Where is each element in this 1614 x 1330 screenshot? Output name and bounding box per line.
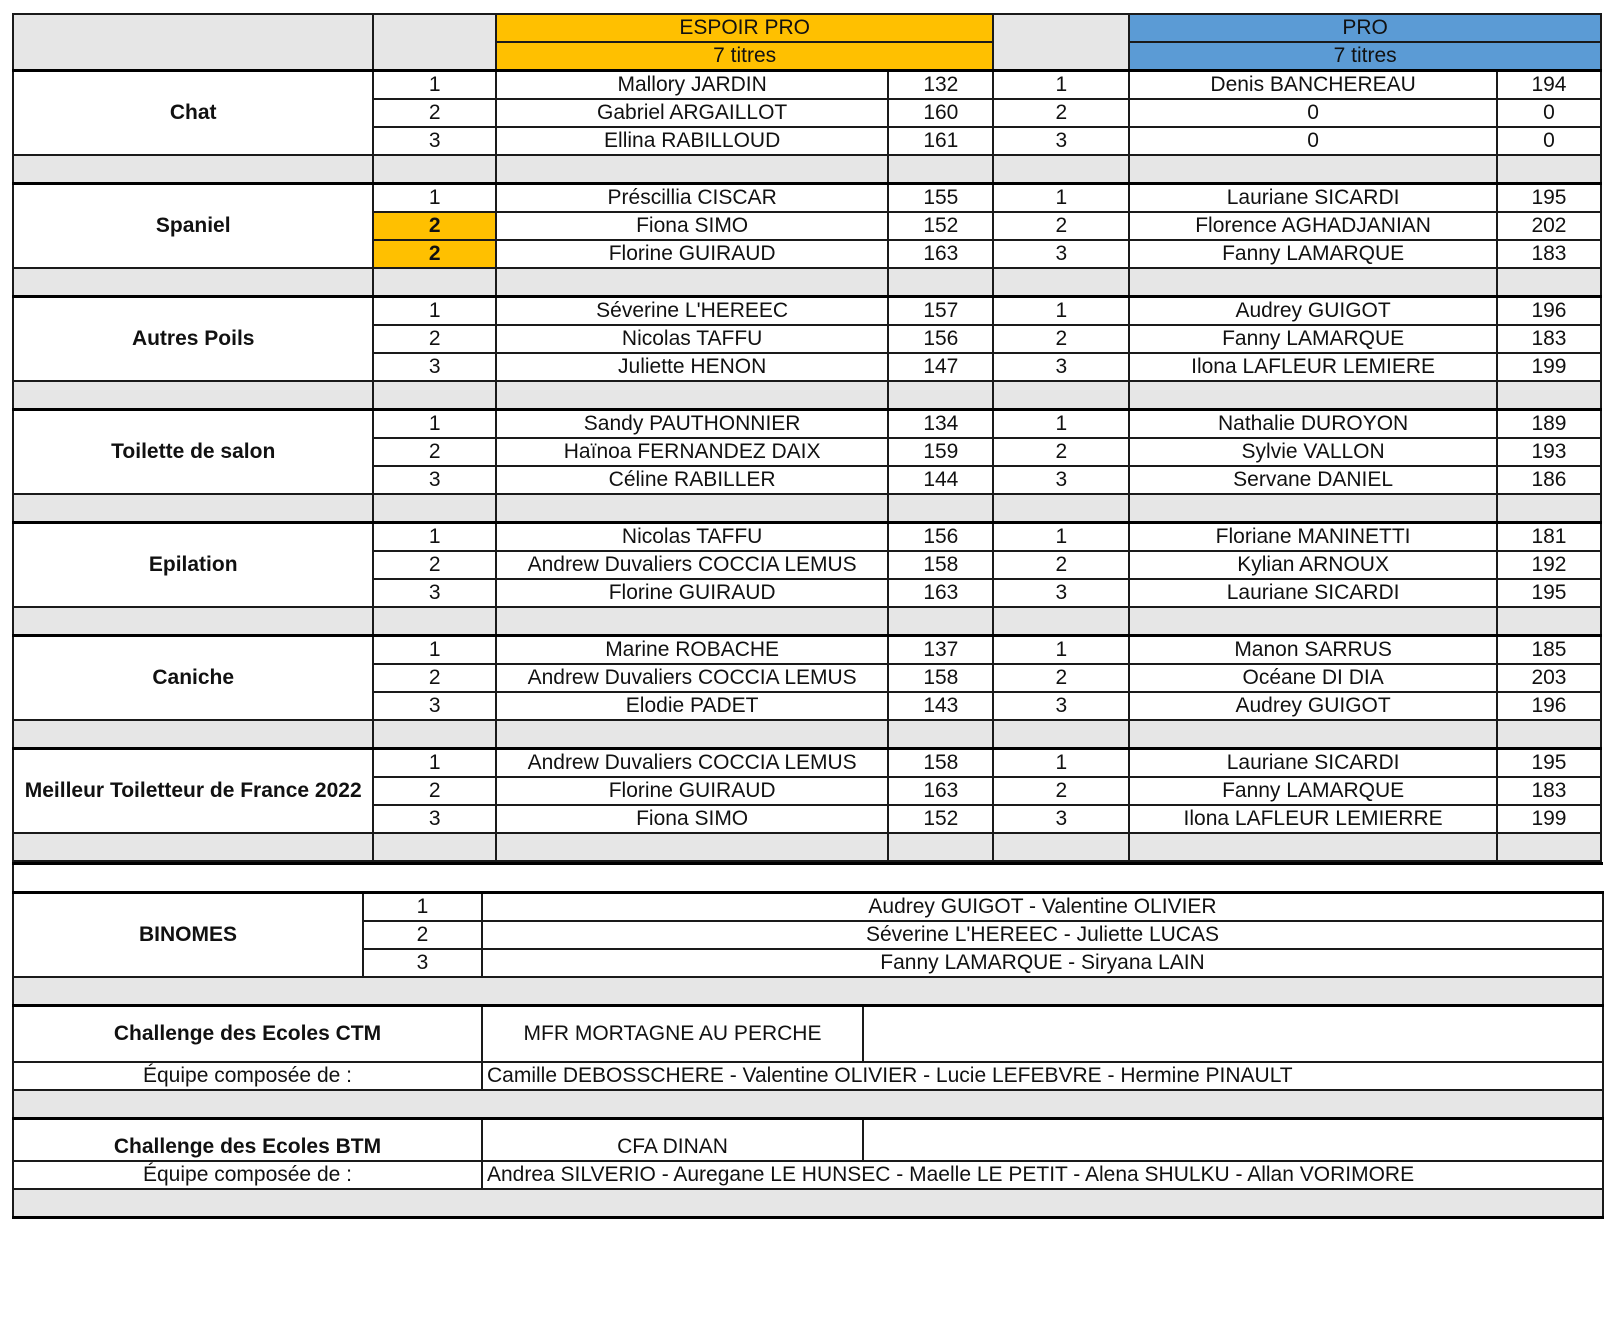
espoir-score: 137: [888, 636, 993, 665]
espoir-score: 147: [888, 353, 993, 381]
binome-rank: 1: [363, 893, 482, 922]
espoir-name: Ellina RABILLOUD: [496, 127, 888, 155]
binome-rank: 3: [363, 949, 482, 977]
gap-cell: [1129, 268, 1497, 297]
results-table: [12, 13, 1602, 862]
category-label: Autres Poils: [13, 297, 373, 382]
espoir-rank: 3: [373, 579, 496, 607]
gap-row: [13, 833, 1601, 861]
pro-rank: 2: [993, 664, 1129, 692]
espoir-score: 132: [888, 71, 993, 100]
espoir-score: 134: [888, 410, 993, 439]
gap-cell: [993, 381, 1129, 410]
pro-score: 181: [1497, 523, 1601, 552]
espoir-rank: 3: [373, 805, 496, 833]
gap-cell: [1129, 607, 1497, 636]
gap-cell: [1497, 720, 1601, 749]
espoir-name: Juliette HENON: [496, 353, 888, 381]
gap-cell: [496, 833, 888, 861]
gap-cell: [888, 494, 993, 523]
pro-score: 196: [1497, 297, 1601, 326]
gap-row: [13, 381, 1601, 410]
gap-cell: [1129, 155, 1497, 184]
challenge-btm-label: Challenge des Ecoles BTM: [13, 1119, 482, 1162]
pro-score: 183: [1497, 240, 1601, 268]
gap-cell: [993, 494, 1129, 523]
challenge-btm-team-label: Équipe composée de :: [13, 1161, 482, 1189]
pro-name: Lauriane SICARDI: [1129, 579, 1497, 607]
header-blank-cell: [373, 14, 496, 71]
gap-cell: [13, 155, 373, 184]
category-row: [13, 636, 1601, 665]
pro-score: 199: [1497, 805, 1601, 833]
gap-cell: [373, 268, 496, 297]
pro-name: Océane DI DIA: [1129, 664, 1497, 692]
pro-score: 202: [1497, 212, 1601, 240]
bottom-table: [12, 862, 1604, 1219]
pro-name: Florence AGHADJANIAN: [1129, 212, 1497, 240]
espoir-score: 158: [888, 749, 993, 778]
espoir-name: Andrew Duvaliers COCCIA LEMUS: [496, 749, 888, 778]
espoir-score: 144: [888, 466, 993, 494]
category-row: [13, 297, 1601, 326]
espoir-rank: 1: [373, 297, 496, 326]
espoir-score: 163: [888, 777, 993, 805]
gap-cell: [373, 607, 496, 636]
pro-name: 0: [1129, 99, 1497, 127]
gap-cell: [373, 833, 496, 861]
gap-cell: [496, 155, 888, 184]
espoir-name: Haïnoa FERNANDEZ DAIX: [496, 438, 888, 466]
espoir-name: Céline RABILLER: [496, 466, 888, 494]
challenge-btm-row: [13, 1119, 1603, 1162]
challenge-btm-school: CFA DINAN: [482, 1119, 863, 1162]
espoir-name: Sandy PAUTHONNIER: [496, 410, 888, 439]
pro-name: Denis BANCHEREAU: [1129, 71, 1497, 100]
category-row: [13, 184, 1601, 213]
pro-name: Nathalie DUROYON: [1129, 410, 1497, 439]
espoir-rank: 3: [373, 466, 496, 494]
espoir-name: Florine GUIRAUD: [496, 240, 888, 268]
pro-rank: 1: [993, 71, 1129, 100]
espoir-rank: 2: [373, 664, 496, 692]
pro-score: 195: [1497, 184, 1601, 213]
pro-name: Kylian ARNOUX: [1129, 551, 1497, 579]
gap-cell: [993, 833, 1129, 861]
espoir-rank: 2: [373, 99, 496, 127]
gap-row: [13, 494, 1601, 523]
espoir-score: 161: [888, 127, 993, 155]
espoir-name: Nicolas TAFFU: [496, 325, 888, 353]
gap-cell: [993, 268, 1129, 297]
pro-title: PRO: [1129, 14, 1601, 42]
gap-cell: [993, 607, 1129, 636]
espoir-score: 152: [888, 212, 993, 240]
gap-cell: [496, 494, 888, 523]
pro-name: Lauriane SICARDI: [1129, 184, 1497, 213]
header-blank-cell: [993, 14, 1129, 71]
category-row: [13, 71, 1601, 100]
gap-cell: [13, 268, 373, 297]
pro-rank: 3: [993, 353, 1129, 381]
espoir-rank: 3: [373, 692, 496, 720]
gap-cell: [888, 268, 993, 297]
pro-name: Ilona LAFLEUR LEMIERRE: [1129, 805, 1497, 833]
pro-score: 203: [1497, 664, 1601, 692]
pro-score: 192: [1497, 551, 1601, 579]
espoir-name: Fiona SIMO: [496, 805, 888, 833]
espoir-name: Séverine L'HEREEC: [496, 297, 888, 326]
gap-cell: [1497, 381, 1601, 410]
gap-cell: [13, 833, 373, 861]
pro-name: 0: [1129, 127, 1497, 155]
header-blank-cell: [13, 14, 373, 71]
pro-rank: 2: [993, 99, 1129, 127]
pro-name: Floriane MANINETTI: [1129, 523, 1497, 552]
binome-names: Séverine L'HEREEC - Juliette LUCAS: [482, 921, 1603, 949]
challenge-ctm-team-label: Équipe composée de :: [13, 1062, 482, 1090]
espoir-score: 155: [888, 184, 993, 213]
gap-cell: [496, 720, 888, 749]
pro-score: 186: [1497, 466, 1601, 494]
gap-cell: [1497, 607, 1601, 636]
pro-rank: 1: [993, 410, 1129, 439]
gap-cell: [1129, 720, 1497, 749]
pro-rank: 1: [993, 297, 1129, 326]
pro-rank: 3: [993, 579, 1129, 607]
gap-cell: [373, 494, 496, 523]
espoir-pro-subtitle: 7 titres: [496, 42, 993, 71]
pro-name: Ilona LAFLEUR LEMIERE: [1129, 353, 1497, 381]
gap-cell: [888, 381, 993, 410]
gap-cell: [993, 720, 1129, 749]
pro-rank: 3: [993, 127, 1129, 155]
pro-rank: 2: [993, 777, 1129, 805]
gap-cell: [1497, 833, 1601, 861]
espoir-rank: 2: [373, 325, 496, 353]
espoir-score: 163: [888, 240, 993, 268]
category-label: Spaniel: [13, 184, 373, 269]
pro-rank: 2: [993, 325, 1129, 353]
gap-cell: [13, 720, 373, 749]
pro-rank: 3: [993, 805, 1129, 833]
espoir-rank: 1: [373, 523, 496, 552]
pro-rank: 3: [993, 692, 1129, 720]
binomes-label: BINOMES: [13, 893, 363, 978]
gap-cell: [1129, 494, 1497, 523]
pro-name: Fanny LAMARQUE: [1129, 325, 1497, 353]
category-label: Caniche: [13, 636, 373, 721]
binome-rank: 2: [363, 921, 482, 949]
espoir-score: 160: [888, 99, 993, 127]
challenge-btm-team: Andrea SILVERIO - Auregane LE HUNSEC - Maelle LE PETIT - Alena SHULKU - Allan VORIMORE: [482, 1161, 1603, 1189]
espoir-rank: 2: [373, 551, 496, 579]
espoir-rank: 2: [373, 240, 496, 268]
binome-row: [13, 893, 1603, 922]
gap-row: [13, 155, 1601, 184]
espoir-name: Florine GUIRAUD: [496, 579, 888, 607]
gap-row: [13, 977, 1603, 1006]
espoir-name: Fiona SIMO: [496, 212, 888, 240]
gap-cell: [1497, 155, 1601, 184]
espoir-name: Nicolas TAFFU: [496, 523, 888, 552]
espoir-rank: 1: [373, 410, 496, 439]
espoir-score: 158: [888, 551, 993, 579]
pro-score: 196: [1497, 692, 1601, 720]
pro-rank: 2: [993, 551, 1129, 579]
espoir-rank: 2: [373, 438, 496, 466]
spacer-row: [13, 864, 1603, 893]
category-label: Meilleur Toiletteur de France 2022: [13, 749, 373, 834]
espoir-pro-title: ESPOIR PRO: [496, 14, 993, 42]
pro-score: 183: [1497, 325, 1601, 353]
gap-cell: [993, 155, 1129, 184]
espoir-rank: 1: [373, 636, 496, 665]
espoir-name: Gabriel ARGAILLOT: [496, 99, 888, 127]
pro-rank: 3: [993, 466, 1129, 494]
pro-name: Servane DANIEL: [1129, 466, 1497, 494]
pro-score: 195: [1497, 579, 1601, 607]
challenge-ctm-team: Camille DEBOSSCHERE - Valentine OLIVIER - Lucie LEFEBVRE - Hermine PINAULT: [482, 1062, 1603, 1090]
pro-name: Audrey GUIGOT: [1129, 692, 1497, 720]
gap-cell: [1497, 494, 1601, 523]
espoir-score: 158: [888, 664, 993, 692]
gap-cell: [1129, 381, 1497, 410]
gap-row: [13, 1090, 1603, 1119]
results-sheet: [12, 13, 1602, 1219]
espoir-name: Elodie PADET: [496, 692, 888, 720]
pro-rank: 1: [993, 636, 1129, 665]
category-row: [13, 410, 1601, 439]
gap-cell: [888, 720, 993, 749]
pro-name: Fanny LAMARQUE: [1129, 240, 1497, 268]
pro-score: 185: [1497, 636, 1601, 665]
pro-score: 195: [1497, 749, 1601, 778]
challenge-btm-empty: [863, 1119, 1603, 1162]
gap-cell: [373, 381, 496, 410]
pro-name: Manon SARRUS: [1129, 636, 1497, 665]
category-row: [13, 749, 1601, 778]
challenge-btm-team-row: [13, 1161, 1603, 1189]
espoir-score: 156: [888, 523, 993, 552]
pro-rank: 1: [993, 749, 1129, 778]
espoir-rank: 2: [373, 212, 496, 240]
gap-cell: [496, 268, 888, 297]
gap-cell: [13, 381, 373, 410]
espoir-score: 159: [888, 438, 993, 466]
binome-names: Audrey GUIGOT - Valentine OLIVIER: [482, 893, 1603, 922]
espoir-rank: 1: [373, 71, 496, 100]
gap-cell: [888, 155, 993, 184]
gap-row: [13, 268, 1601, 297]
espoir-name: Andrew Duvaliers COCCIA LEMUS: [496, 551, 888, 579]
pro-name: Fanny LAMARQUE: [1129, 777, 1497, 805]
gap-cell: [373, 155, 496, 184]
pro-name: Lauriane SICARDI: [1129, 749, 1497, 778]
category-row: [13, 523, 1601, 552]
gap-cell: [496, 381, 888, 410]
pro-subtitle: 7 titres: [1129, 42, 1601, 71]
challenge-ctm-school: MFR MORTAGNE AU PERCHE: [482, 1006, 863, 1063]
challenge-ctm-empty: [863, 1006, 1603, 1063]
pro-rank: 3: [993, 240, 1129, 268]
espoir-rank: 3: [373, 353, 496, 381]
challenge-ctm-row: [13, 1006, 1603, 1063]
espoir-rank: 1: [373, 749, 496, 778]
gap-cell: [888, 833, 993, 861]
gap-row: [13, 1189, 1603, 1218]
pro-rank: 2: [993, 438, 1129, 466]
pro-rank: 1: [993, 523, 1129, 552]
binome-names: Fanny LAMARQUE - Siryana LAIN: [482, 949, 1603, 977]
espoir-score: 163: [888, 579, 993, 607]
gap-row: [13, 607, 1601, 636]
espoir-score: 156: [888, 325, 993, 353]
pro-score: 183: [1497, 777, 1601, 805]
category-label: Chat: [13, 71, 373, 156]
pro-score: 194: [1497, 71, 1601, 100]
pro-score: 0: [1497, 99, 1601, 127]
espoir-score: 152: [888, 805, 993, 833]
pro-score: 193: [1497, 438, 1601, 466]
category-label: Epilation: [13, 523, 373, 608]
challenge-ctm-label: Challenge des Ecoles CTM: [13, 1006, 482, 1063]
header-row-title: [13, 14, 1601, 42]
espoir-name: Andrew Duvaliers COCCIA LEMUS: [496, 664, 888, 692]
gap-cell: [1497, 268, 1601, 297]
espoir-rank: 3: [373, 127, 496, 155]
espoir-name: Florine GUIRAUD: [496, 777, 888, 805]
pro-name: Sylvie VALLON: [1129, 438, 1497, 466]
espoir-name: Préscillia CISCAR: [496, 184, 888, 213]
espoir-name: Marine ROBACHE: [496, 636, 888, 665]
category-label: Toilette de salon: [13, 410, 373, 495]
espoir-rank: 1: [373, 184, 496, 213]
gap-cell: [496, 607, 888, 636]
challenge-ctm-team-row: [13, 1062, 1603, 1090]
gap-cell: [1129, 833, 1497, 861]
espoir-rank: 2: [373, 777, 496, 805]
espoir-score: 157: [888, 297, 993, 326]
espoir-name: Mallory JARDIN: [496, 71, 888, 100]
pro-rank: 1: [993, 184, 1129, 213]
gap-cell: [888, 607, 993, 636]
pro-rank: 2: [993, 212, 1129, 240]
pro-score: 189: [1497, 410, 1601, 439]
gap-row: [13, 720, 1601, 749]
pro-name: Audrey GUIGOT: [1129, 297, 1497, 326]
gap-cell: [13, 607, 373, 636]
espoir-score: 143: [888, 692, 993, 720]
gap-cell: [373, 720, 496, 749]
pro-score: 0: [1497, 127, 1601, 155]
gap-cell: [13, 494, 373, 523]
pro-score: 199: [1497, 353, 1601, 381]
